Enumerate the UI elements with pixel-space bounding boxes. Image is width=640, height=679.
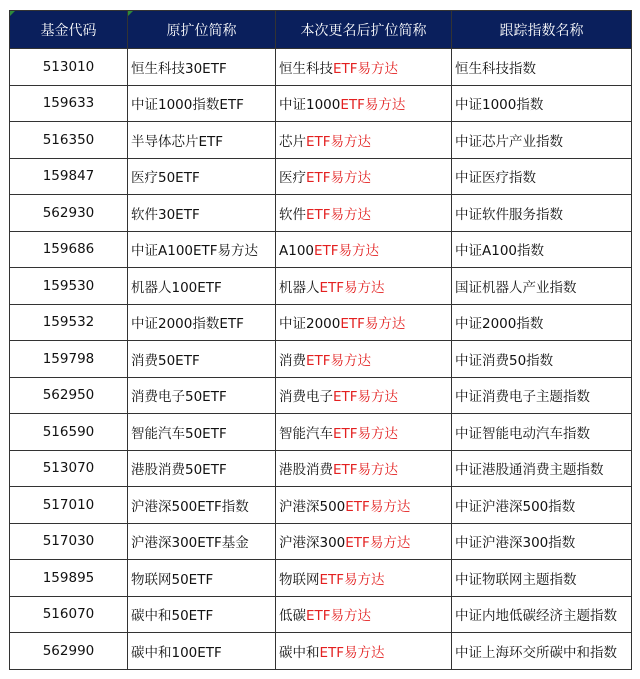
fund-code: 562930	[10, 195, 128, 232]
new-name-suffix: ETF易方达	[306, 352, 372, 369]
fund-code: 159686	[10, 231, 128, 268]
new-short-name	[276, 85, 452, 122]
new-name-suffix: ETF易方达	[333, 60, 399, 77]
new-name-suffix: ETF易方达	[345, 535, 411, 552]
new-name-suffix: ETF易方达	[333, 425, 399, 442]
old-short-name: 物联网50ETF	[128, 560, 276, 597]
old-short-name: 中证1000指数ETF	[128, 85, 276, 122]
new-name-suffix: ETF易方达	[319, 571, 385, 588]
new-name-prefix: 沪港深300	[279, 535, 346, 552]
fund-code: 159532	[10, 304, 128, 341]
fund-code: 516350	[10, 122, 128, 159]
fund-code: 159530	[10, 268, 128, 305]
old-short-name: 中证A100ETF易方达	[128, 231, 276, 268]
new-name-suffix: ETF易方达	[306, 608, 372, 625]
header-fund-code	[10, 11, 128, 49]
tracking-index-name: 中证2000指数	[452, 304, 632, 341]
tracking-index-name: 中证软件服务指数	[452, 195, 632, 232]
table-row	[10, 487, 632, 524]
header-label: 原扩位简称	[166, 22, 237, 39]
new-name-prefix: 沪港深500	[279, 498, 346, 515]
new-short-name	[276, 49, 452, 86]
new-name-suffix: ETF易方达	[306, 133, 372, 150]
old-short-name: 碳中和100ETF	[128, 633, 276, 670]
old-short-name: 消费50ETF	[128, 341, 276, 378]
old-short-name: 消费电子50ETF	[128, 377, 276, 414]
fund-code: 159895	[10, 560, 128, 597]
new-name-prefix: 消费	[279, 352, 306, 369]
new-name-prefix: 软件	[279, 206, 306, 223]
tracking-index-name: 中证A100指数	[452, 231, 632, 268]
new-short-name	[276, 414, 452, 451]
old-short-name: 港股消费50ETF	[128, 450, 276, 487]
table-row	[10, 195, 632, 232]
tracking-index-name: 恒生科技指数	[452, 49, 632, 86]
tracking-index-name: 国证机器人产业指数	[452, 268, 632, 305]
table-row	[10, 633, 632, 670]
header-label: 基金代码	[40, 22, 97, 39]
old-short-name: 机器人100ETF	[128, 268, 276, 305]
new-short-name	[276, 377, 452, 414]
header-row	[10, 11, 632, 49]
new-name-prefix: 碳中和	[279, 644, 320, 661]
new-name-prefix: 消费电子	[279, 389, 333, 406]
tracking-index-name: 中证消费50指数	[452, 341, 632, 378]
table-row	[10, 85, 632, 122]
new-name-prefix: 芯片	[279, 133, 306, 150]
fund-code: 159633	[10, 85, 128, 122]
tracking-index-name: 中证智能电动汽车指数	[452, 414, 632, 451]
new-name-prefix: 恒生科技	[279, 60, 333, 77]
old-short-name: 半导体芯片ETF	[128, 122, 276, 159]
fund-code: 562950	[10, 377, 128, 414]
new-name-prefix: 机器人	[279, 279, 320, 296]
new-name-suffix: ETF易方达	[319, 644, 385, 661]
new-short-name	[276, 122, 452, 159]
new-short-name	[276, 450, 452, 487]
tracking-index-name: 中证沪港深300指数	[452, 523, 632, 560]
new-name-suffix: ETF易方达	[314, 243, 380, 260]
table-row	[10, 523, 632, 560]
header-index-name: 跟踪指数名称	[452, 11, 632, 49]
tracking-index-name: 中证港股通消费主题指数	[452, 450, 632, 487]
new-name-suffix: ETF易方达	[319, 279, 385, 296]
table-body	[10, 49, 632, 670]
fund-code: 159798	[10, 341, 128, 378]
old-short-name: 中证2000指数ETF	[128, 304, 276, 341]
new-short-name	[276, 596, 452, 633]
old-short-name: 智能汽车50ETF	[128, 414, 276, 451]
new-name-prefix: 医疗	[279, 170, 306, 187]
new-short-name	[276, 158, 452, 195]
old-short-name: 恒生科技30ETF	[128, 49, 276, 86]
new-short-name	[276, 487, 452, 524]
fund-code: 516590	[10, 414, 128, 451]
table-row	[10, 122, 632, 159]
new-short-name	[276, 195, 452, 232]
tracking-index-name: 中证医疗指数	[452, 158, 632, 195]
cell-marker-icon	[128, 11, 133, 16]
table-row	[10, 231, 632, 268]
header-old-name	[128, 11, 276, 49]
table-row	[10, 268, 632, 305]
old-short-name: 沪港深500ETF指数	[128, 487, 276, 524]
fund-code: 517010	[10, 487, 128, 524]
fund-code: 513010	[10, 49, 128, 86]
new-name-suffix: ETF易方达	[345, 498, 411, 515]
new-name-prefix: 低碳	[279, 608, 306, 625]
old-short-name: 软件30ETF	[128, 195, 276, 232]
fund-code: 159847	[10, 158, 128, 195]
new-short-name	[276, 523, 452, 560]
new-short-name	[276, 341, 452, 378]
new-name-prefix: 港股消费	[279, 462, 333, 479]
new-name-suffix: ETF易方达	[340, 316, 406, 333]
tracking-index-name: 中证芯片产业指数	[452, 122, 632, 159]
table-row	[10, 560, 632, 597]
new-short-name	[276, 268, 452, 305]
new-name-prefix: A100	[279, 243, 315, 260]
new-name-prefix: 中证2000	[279, 316, 341, 333]
table-row	[10, 304, 632, 341]
table-row	[10, 158, 632, 195]
new-name-prefix: 智能汽车	[279, 425, 333, 442]
new-short-name	[276, 633, 452, 670]
fund-code: 513070	[10, 450, 128, 487]
tracking-index-name: 中证内地低碳经济主题指数	[452, 596, 632, 633]
new-short-name	[276, 231, 452, 268]
new-short-name	[276, 304, 452, 341]
tracking-index-name: 中证1000指数	[452, 85, 632, 122]
table-row	[10, 596, 632, 633]
tracking-index-name: 中证物联网主题指数	[452, 560, 632, 597]
tracking-index-name: 中证消费电子主题指数	[452, 377, 632, 414]
tracking-index-name: 中证沪港深500指数	[452, 487, 632, 524]
fund-code: 562990	[10, 633, 128, 670]
table-row	[10, 450, 632, 487]
new-name-suffix: ETF易方达	[333, 389, 399, 406]
old-short-name: 医疗50ETF	[128, 158, 276, 195]
table-row	[10, 49, 632, 86]
table-row	[10, 341, 632, 378]
new-name-suffix: ETF易方达	[306, 170, 372, 187]
new-name-prefix: 中证1000	[279, 97, 341, 114]
cell-marker-icon	[10, 11, 15, 16]
header-new-name: 本次更名后扩位简称	[276, 11, 452, 49]
new-name-suffix: ETF易方达	[340, 97, 406, 114]
etf-rename-table	[9, 10, 632, 670]
new-short-name	[276, 560, 452, 597]
fund-code: 517030	[10, 523, 128, 560]
table-row	[10, 377, 632, 414]
new-name-suffix: ETF易方达	[333, 462, 399, 479]
old-short-name: 碳中和50ETF	[128, 596, 276, 633]
tracking-index-name: 中证上海环交所碳中和指数	[452, 633, 632, 670]
fund-code: 516070	[10, 596, 128, 633]
new-name-suffix: ETF易方达	[306, 206, 372, 223]
table-row	[10, 414, 632, 451]
new-name-prefix: 物联网	[279, 571, 320, 588]
old-short-name: 沪港深300ETF基金	[128, 523, 276, 560]
